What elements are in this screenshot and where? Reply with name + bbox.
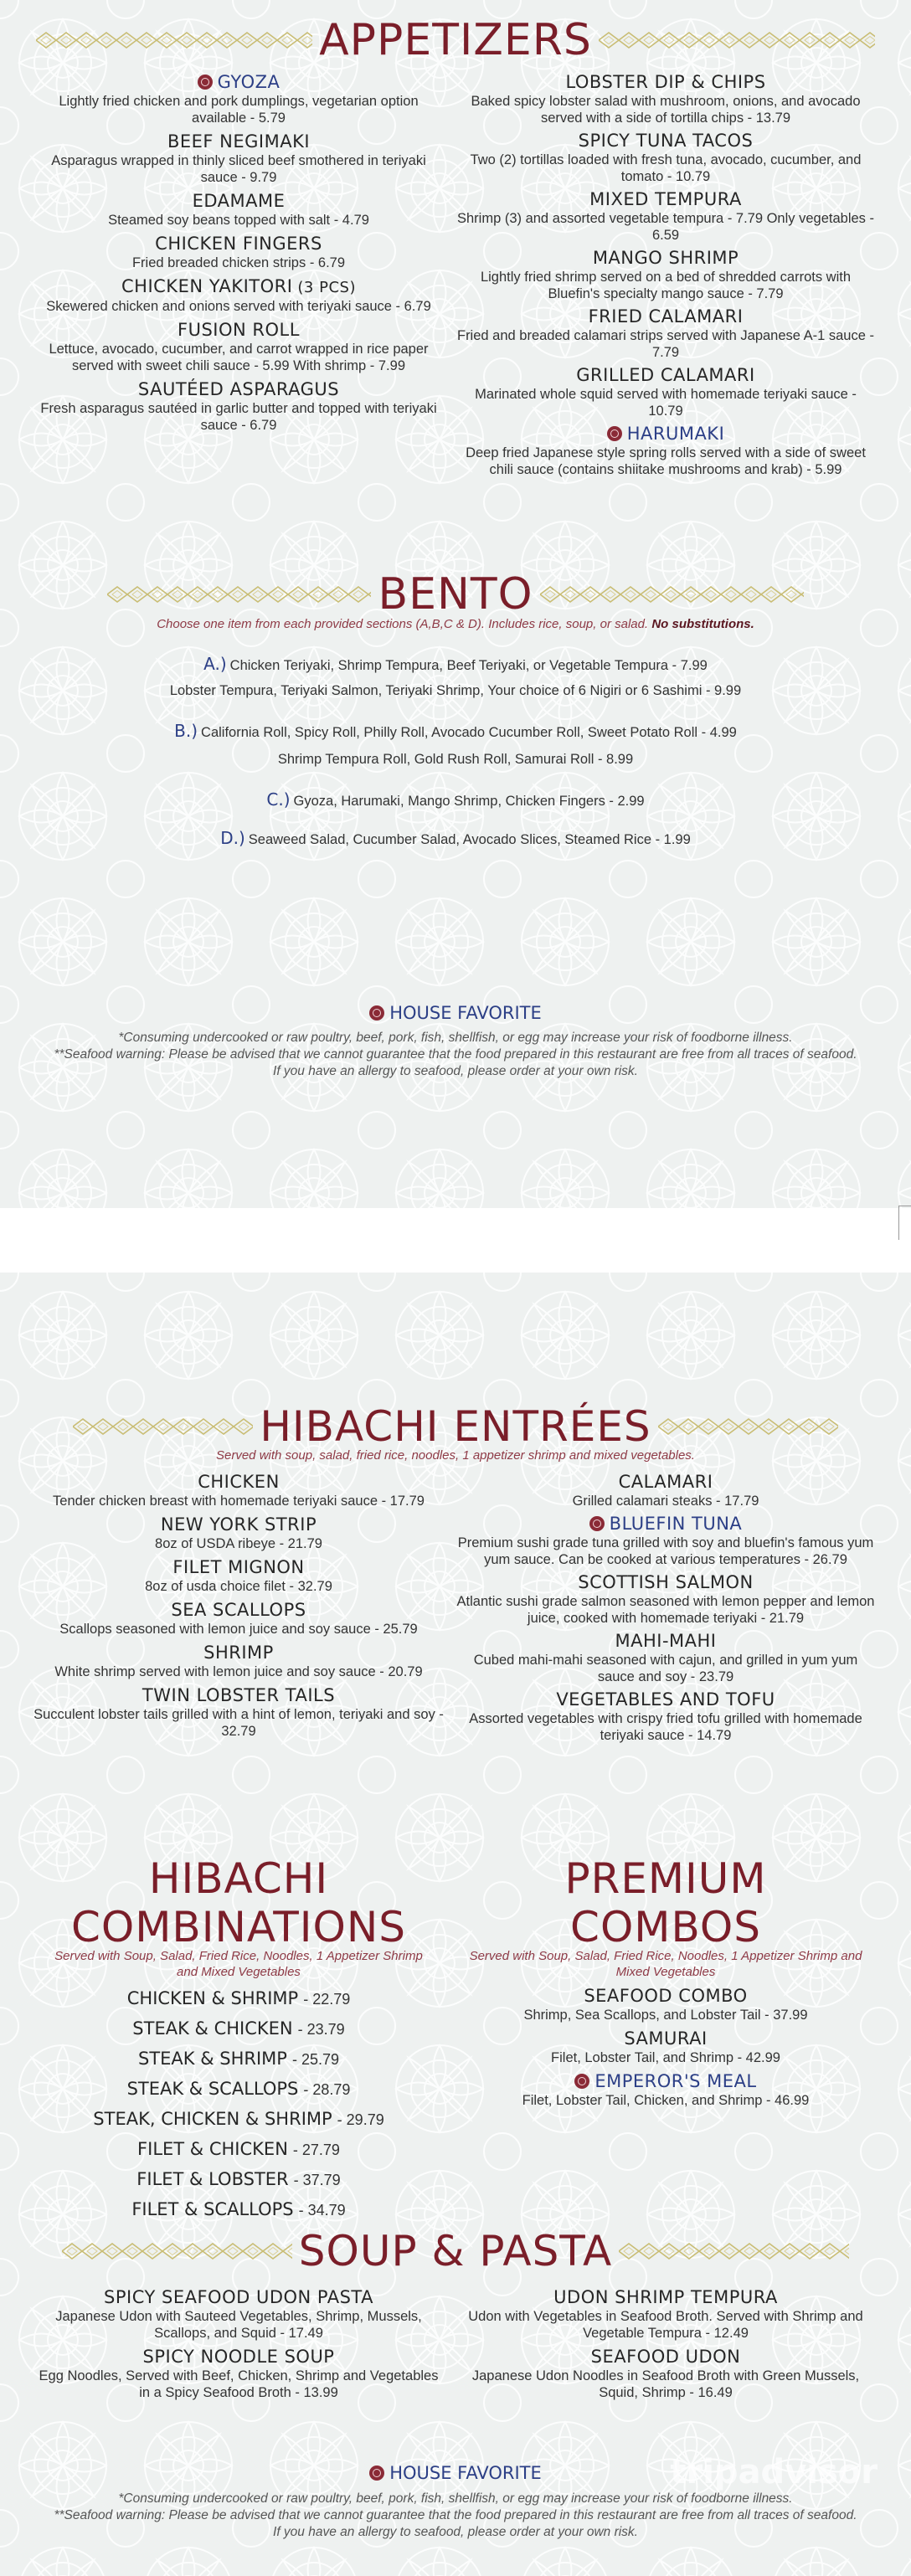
menu-item-title: BEEF NEGIMAKI bbox=[167, 131, 311, 152]
menu-item-name bbox=[33, 2287, 444, 2308]
menu-item-title: CHICKEN FINGERS bbox=[155, 234, 322, 254]
menu-item-name bbox=[456, 2071, 875, 2092]
combo-item-price: - 29.79 bbox=[337, 2111, 384, 2128]
menu-item-name bbox=[456, 1514, 875, 1535]
menu-item-description: Baked spicy lobster salad with mushroom, onions, and avocado served with a side of tortilla chips - 13.79 bbox=[471, 94, 861, 126]
favorite-icon bbox=[607, 426, 622, 441]
menu-item-description: Atlantic sushi grade salmon seasoned with lemon pepper and lemon juice, cooked with homemade teriyaki - 21.79 bbox=[456, 1594, 875, 1626]
menu-item bbox=[456, 1472, 875, 1509]
menu-item bbox=[456, 1572, 875, 1627]
menu-item-name bbox=[33, 1514, 444, 1535]
combo-item bbox=[33, 2195, 444, 2225]
menu-item bbox=[456, 1514, 875, 1568]
combo-item-name: FILET & SCALLOPS bbox=[131, 2199, 294, 2219]
bento-heading bbox=[0, 569, 911, 620]
menu-item bbox=[456, 306, 875, 361]
favorite-icon bbox=[589, 1516, 605, 1531]
menu-item-name bbox=[456, 306, 875, 327]
menu-item-title: SEAFOOD COMBO bbox=[584, 1986, 748, 2006]
combinations-title: HIBACHI COMBINATIONS bbox=[71, 1854, 406, 1951]
menu-item-name bbox=[33, 1472, 444, 1493]
combo-item bbox=[33, 1984, 444, 2014]
combinations-list bbox=[33, 1984, 444, 2225]
menu-item-name bbox=[456, 2028, 875, 2049]
menu-item-title: SEAFOOD UDON bbox=[590, 2347, 741, 2367]
menu-item-name bbox=[33, 191, 444, 212]
menu-item bbox=[456, 131, 875, 185]
menu-item-description: Succulent lobster tails grilled with a hint of lemon, teriyaki and soy - 32.79 bbox=[33, 1707, 444, 1739]
menu-item-title: TWIN LOBSTER TAILS bbox=[142, 1685, 336, 1705]
bento-section-b-line2: Shrimp Tempura Roll, Gold Rush Roll, Samurai Roll - 8.99 bbox=[277, 752, 634, 767]
combinations-note: Served with Soup, Salad, Fried Rice, Noodles, 1 Appetizer Shrimp and Mixed Vegetables bbox=[54, 1949, 423, 1979]
menu-item-description: 8oz of USDA ribeye - 21.79 bbox=[155, 1536, 322, 1551]
combo-item bbox=[33, 2044, 444, 2075]
menu-item-name bbox=[33, 379, 444, 400]
combo-item-price: - 37.79 bbox=[293, 2172, 341, 2188]
combo-item-name: STEAK & SCALLOPS bbox=[126, 2079, 299, 2099]
combo-item bbox=[33, 2075, 444, 2105]
diamond-border-left bbox=[73, 1418, 253, 1435]
menu-page-2 bbox=[0, 1273, 911, 2576]
hibachi-right-column bbox=[456, 1472, 875, 1748]
menu-item bbox=[456, 365, 875, 419]
menu-item-title: SAUTÉED ASPARAGUS bbox=[137, 379, 340, 399]
menu-item-description: Premium sushi grade tuna grilled with soy and bluefin's famous yum yum sauce. Can be cooked at various temperatures - 26.79 bbox=[457, 1535, 874, 1567]
menu-item-title: FILET MIGNON bbox=[172, 1557, 305, 1577]
menu-item-description: Fried and breaded calamari strips served with Japanese A-1 sauce - 7.79 bbox=[456, 328, 874, 360]
diamond-border-left bbox=[62, 2243, 292, 2260]
menu-item bbox=[456, 248, 875, 302]
bento-section-a: A.) Chicken Teriyaki, Shrimp Tempura, Beef Teriyaki, or Vegetable Tempura - 7.99 bbox=[203, 654, 708, 674]
soup-pasta-left-column bbox=[33, 2287, 444, 2406]
menu-item-description: Scallops seasoned with lemon juice and soy sauce - 25.79 bbox=[59, 1622, 418, 1637]
premium-title: PREMIUM COMBOS bbox=[564, 1854, 767, 1951]
combo-item-name: FILET & CHICKEN bbox=[137, 2139, 288, 2159]
premium-note: Served with Soup, Salad, Fried Rice, Noodles, 1 Appetizer Shrimp and Mixed Vegetables bbox=[469, 1949, 862, 1979]
menu-item-name bbox=[456, 1986, 875, 2007]
menu-item-name bbox=[456, 1572, 875, 1593]
combo-item bbox=[33, 2014, 444, 2044]
menu-item-title: CHICKEN bbox=[198, 1472, 280, 1492]
menu-item bbox=[33, 2287, 444, 2342]
menu-item bbox=[33, 379, 444, 434]
menu-item-name bbox=[33, 1600, 444, 1621]
menu-item-title: EMPEROR'S MEAL bbox=[594, 2071, 757, 2091]
menu-item-name bbox=[456, 2287, 875, 2308]
menu-item-title: SPICY SEAFOOD UDON PASTA bbox=[104, 2287, 373, 2307]
combo-item-price: - 28.79 bbox=[303, 2081, 351, 2098]
menu-item-title: NEW YORK STRIP bbox=[160, 1514, 317, 1535]
menu-page-1 bbox=[0, 0, 911, 1208]
hibachi-left-column bbox=[33, 1472, 444, 1745]
appetizers-right-column bbox=[456, 72, 875, 482]
bento-section-b: B.) California Roll, Spicy Roll, Philly Roll, Avocado Cucumber Roll, Sweet Potato Roll - 4.99 bbox=[174, 721, 737, 741]
diamond-border-left bbox=[107, 586, 371, 603]
menu-item-name bbox=[456, 248, 875, 269]
menu-item-title: SPICY NOODLE SOUP bbox=[142, 2347, 335, 2367]
menu-item-title: BLUEFIN TUNA bbox=[609, 1514, 743, 1534]
menu-item-description: Two (2) tortillas loaded with fresh tuna, avocado, cucumber, and tomato - 10.79 bbox=[470, 152, 862, 184]
menu-item-title: EDAMAME bbox=[192, 191, 286, 211]
section-title: SOUP & PASTA bbox=[298, 2227, 613, 2275]
menu-item-title: MAHI-MAHI bbox=[615, 1631, 717, 1651]
menu-item bbox=[456, 2347, 875, 2401]
hibachi-note: Served with soup, salad, fried rice, noodles, 1 appetizer shrimp and mixed vegetables. bbox=[216, 1448, 695, 1463]
menu-item-name bbox=[33, 276, 444, 298]
menu-item-name bbox=[456, 131, 875, 152]
allergy-warning: *Consuming undercooked or raw poultry, beef, pork, fish, shellfish, or egg may increase your risk of foodborne illness. **Seafood warning: Please be advised that we cannot guarantee that the food prepared in this restaurant are free from all traces of seafood. If you have an allergy to seafood, please order at your own risk. bbox=[54, 1031, 857, 1078]
menu-item-title: UDON SHRIMP TEMPURA bbox=[553, 2287, 778, 2307]
combo-item-name: CHICKEN & SHRIMP bbox=[126, 1988, 299, 2008]
favorite-icon bbox=[369, 2465, 384, 2481]
menu-item-description: Assorted vegetables with crispy fried tofu grilled with homemade teriyaki sauce - 14.79 bbox=[469, 1711, 862, 1743]
menu-item bbox=[33, 234, 444, 271]
section-title: BENTO bbox=[378, 569, 533, 620]
menu-item-description: Shrimp (3) and assorted vegetable tempura - 7.79 Only vegetables - 6.59 bbox=[456, 211, 874, 243]
menu-item-name bbox=[456, 1472, 875, 1493]
house-favorite-legend: HOUSE FAVORITE bbox=[0, 2463, 911, 2483]
menu-item-name bbox=[33, 72, 444, 93]
menu-item-name bbox=[456, 1689, 875, 1710]
menu-item-title: CHICKEN YAKITORI bbox=[121, 276, 293, 296]
menu-item-description: Japanese Udon with Sauteed Vegetables, Shrimp, Mussels, Scallops, and Squid - 17.49 bbox=[55, 2309, 422, 2341]
menu-item bbox=[456, 424, 875, 478]
menu-item bbox=[33, 72, 444, 126]
menu-item-name bbox=[33, 1643, 444, 1663]
section-title: APPETIZERS bbox=[319, 15, 592, 65]
diamond-border-right bbox=[658, 1418, 838, 1435]
menu-item-description: Filet, Lobster Tail, Chicken, and Shrimp - 46.99 bbox=[522, 2093, 810, 2108]
menu-item-name bbox=[33, 1685, 444, 1706]
menu-item-description: 8oz of usda choice filet - 32.79 bbox=[145, 1579, 332, 1594]
menu-item-name bbox=[456, 2347, 875, 2368]
menu-item bbox=[33, 1557, 444, 1595]
menu-item-title: HARUMAKI bbox=[626, 424, 725, 444]
menu-item-title: SPICY TUNA TACOS bbox=[578, 131, 754, 151]
menu-item-title: LOBSTER DIP & CHIPS bbox=[565, 72, 766, 92]
combo-item-name: STEAK, CHICKEN & SHRIMP bbox=[93, 2109, 332, 2129]
diamond-border-left bbox=[36, 32, 312, 49]
bento-section-a-line2: Lobster Tempura, Teriyaki Salmon, Teriyaki Shrimp, Your choice of 6 Nigiri or 6 Sashimi - 9.99 bbox=[169, 683, 742, 698]
menu-item bbox=[456, 1631, 875, 1685]
watermark: tripadvisor bbox=[670, 2453, 878, 2491]
soup-pasta-heading bbox=[0, 2227, 911, 2275]
menu-item bbox=[456, 72, 875, 126]
bento-section-c: C.) Gyoza, Harumaki, Mango Shrimp, Chicken Fingers - 2.99 bbox=[266, 789, 645, 810]
combo-item-price: - 22.79 bbox=[303, 1991, 351, 2008]
menu-item-description: Cubed mahi-mahi seasoned with cajun, and grilled in yum yum sauce and soy - 23.79 bbox=[473, 1653, 858, 1684]
menu-item-name bbox=[456, 72, 875, 93]
menu-item-title: VEGETABLES AND TOFU bbox=[556, 1689, 775, 1710]
menu-item-title: MIXED TEMPURA bbox=[589, 189, 742, 209]
page-edge-fold bbox=[898, 1206, 911, 1240]
combo-item-name: STEAK & SHRIMP bbox=[137, 2049, 287, 2069]
menu-item-description: Udon with Vegetables in Seafood Broth. Served with Shrimp and Vegetable Tempura - 12.49 bbox=[468, 2309, 863, 2341]
favorite-icon bbox=[574, 2074, 589, 2089]
menu-item-description: Steamed soy beans topped with salt - 4.79 bbox=[108, 213, 369, 228]
menu-item-title: GYOZA bbox=[217, 72, 281, 92]
menu-item-name bbox=[456, 365, 875, 386]
menu-item-quantity: (3 PCS) bbox=[297, 279, 356, 296]
menu-item-title: CALAMARI bbox=[618, 1472, 713, 1492]
menu-item bbox=[456, 1689, 875, 1744]
menu-item-name bbox=[33, 234, 444, 255]
menu-item-description: Egg Noodles, Served with Beef, Chicken, Shrimp and Vegetables in a Spicy Seafood Broth - 13.99 bbox=[39, 2368, 439, 2400]
menu-item-description: Grilled calamari steaks - 17.79 bbox=[572, 1494, 759, 1509]
combo-item-price: - 34.79 bbox=[298, 2202, 346, 2219]
menu-item bbox=[33, 1514, 444, 1552]
combo-item bbox=[33, 2165, 444, 2195]
menu-item bbox=[33, 1472, 444, 1509]
menu-item bbox=[33, 2347, 444, 2401]
menu-item-description: White shrimp served with lemon juice and soy sauce - 20.79 bbox=[54, 1664, 423, 1679]
menu-item-description: Asparagus wrapped in thinly sliced beef smothered in teriyaki sauce - 9.79 bbox=[51, 153, 426, 185]
menu-item-title: SAMURAI bbox=[624, 2028, 708, 2049]
menu-item-description: Japanese Udon Noodles in Seafood Broth with Green Mussels, Squid, Shrimp - 16.49 bbox=[471, 2368, 860, 2400]
menu-item-name bbox=[456, 424, 875, 445]
menu-item bbox=[33, 191, 444, 229]
menu-item-description: Tender chicken breast with homemade teriyaki sauce - 17.79 bbox=[53, 1494, 425, 1509]
menu-item-title: MANGO SHRIMP bbox=[592, 248, 739, 268]
combo-item-price: - 27.79 bbox=[292, 2142, 340, 2158]
hibachi-heading bbox=[0, 1402, 911, 1451]
menu-item bbox=[33, 131, 444, 186]
combo-item-name: STEAK & CHICKEN bbox=[132, 2018, 293, 2039]
menu-item-description: Deep fried Japanese style spring rolls served with a side of sweet chili sauce (contains shiitake mushrooms and krab) - 5.99 bbox=[466, 445, 866, 477]
diamond-border-right bbox=[619, 2243, 849, 2260]
menu-item-title: GRILLED CALAMARI bbox=[576, 365, 755, 385]
menu-item bbox=[33, 1643, 444, 1680]
menu-item bbox=[456, 2028, 875, 2066]
menu-item-description: Skewered chicken and onions served with teriyaki sauce - 6.79 bbox=[46, 299, 431, 314]
favorite-icon bbox=[369, 1005, 384, 1021]
menu-item-title: FRIED CALAMARI bbox=[588, 306, 744, 326]
menu-item-description: Lettuce, avocado, cucumber, and carrot wrapped in rice paper served with sweet chili sauce - 5.99 With shrimp - 7.99 bbox=[49, 342, 429, 373]
menu-item-name bbox=[33, 1557, 444, 1578]
menu-item-title: SHRIMP bbox=[203, 1643, 274, 1663]
menu-item bbox=[33, 1685, 444, 1740]
combo-item-name: FILET & LOBSTER bbox=[136, 2169, 289, 2189]
menu-item-title: FUSION ROLL bbox=[178, 320, 300, 340]
menu-item-name bbox=[33, 131, 444, 152]
bento-section-d: D.) Seaweed Salad, Cucumber Salad, Avocado Slices, Steamed Rice - 1.99 bbox=[220, 828, 691, 848]
menu-item bbox=[33, 320, 444, 374]
menu-item bbox=[33, 1600, 444, 1638]
menu-item bbox=[33, 276, 444, 315]
diamond-border-right bbox=[540, 586, 804, 603]
menu-item-title: SCOTTISH SALMON bbox=[578, 1572, 754, 1592]
bento-note: Choose one item from each provided sections (A,B,C & D). Includes rice, soup, or salad. No substitutions. bbox=[157, 617, 754, 631]
combo-item-price: - 23.79 bbox=[297, 2021, 345, 2038]
house-favorite-legend: HOUSE FAVORITE bbox=[0, 1003, 911, 1023]
menu-item-description: Fresh asparagus sautéed in garlic butter and topped with teriyaki sauce - 6.79 bbox=[40, 401, 437, 433]
menu-item-description: Fried breaded chicken strips - 6.79 bbox=[131, 255, 346, 270]
menu-item-title: SEA SCALLOPS bbox=[171, 1600, 306, 1620]
combo-item bbox=[33, 2105, 444, 2135]
menu-item-description: Shrimp, Sea Scallops, and Lobster Tail - 37.99 bbox=[523, 2008, 808, 2023]
appetizers-left-column bbox=[33, 72, 444, 439]
menu-item bbox=[456, 1986, 875, 2023]
menu-item-description: Lightly fried shrimp served on a bed of shredded carrots with Bluefin's specialty mango sauce - 7.79 bbox=[480, 270, 852, 301]
combo-item-price: - 25.79 bbox=[291, 2051, 340, 2068]
soup-pasta-right-column bbox=[456, 2287, 875, 2406]
menu-item-name bbox=[456, 1631, 875, 1652]
menu-item bbox=[456, 189, 875, 244]
diamond-border-right bbox=[599, 32, 875, 49]
combo-item bbox=[33, 2135, 444, 2165]
menu-item-name bbox=[33, 320, 444, 341]
favorite-icon bbox=[198, 75, 213, 90]
menu-item-description: Filet, Lobster Tail, and Shrimp - 42.99 bbox=[551, 2050, 780, 2065]
menu-item-name bbox=[456, 189, 875, 210]
menu-item-description: Marinated whole squid served with homemade teriyaki sauce - 10.79 bbox=[475, 387, 857, 419]
menu-item bbox=[456, 2287, 875, 2342]
section-title: HIBACHI ENTRÉES bbox=[260, 1402, 651, 1451]
menu-item-description: Lightly fried chicken and pork dumplings, vegetarian option available - 5.79 bbox=[59, 94, 419, 126]
premium-list bbox=[456, 1986, 875, 2114]
menu-item bbox=[456, 2071, 875, 2109]
menu-item-name bbox=[33, 2347, 444, 2368]
appetizers-heading bbox=[0, 15, 911, 65]
allergy-warning: *Consuming undercooked or raw poultry, beef, pork, fish, shellfish, or egg may increase your risk of foodborne illness. **Seafood warning: Please be advised that we cannot guarantee that the food prepared in this restaurant are free from all traces of seafood. If you have an allergy to seafood, please order at your own risk. bbox=[54, 2491, 857, 2539]
